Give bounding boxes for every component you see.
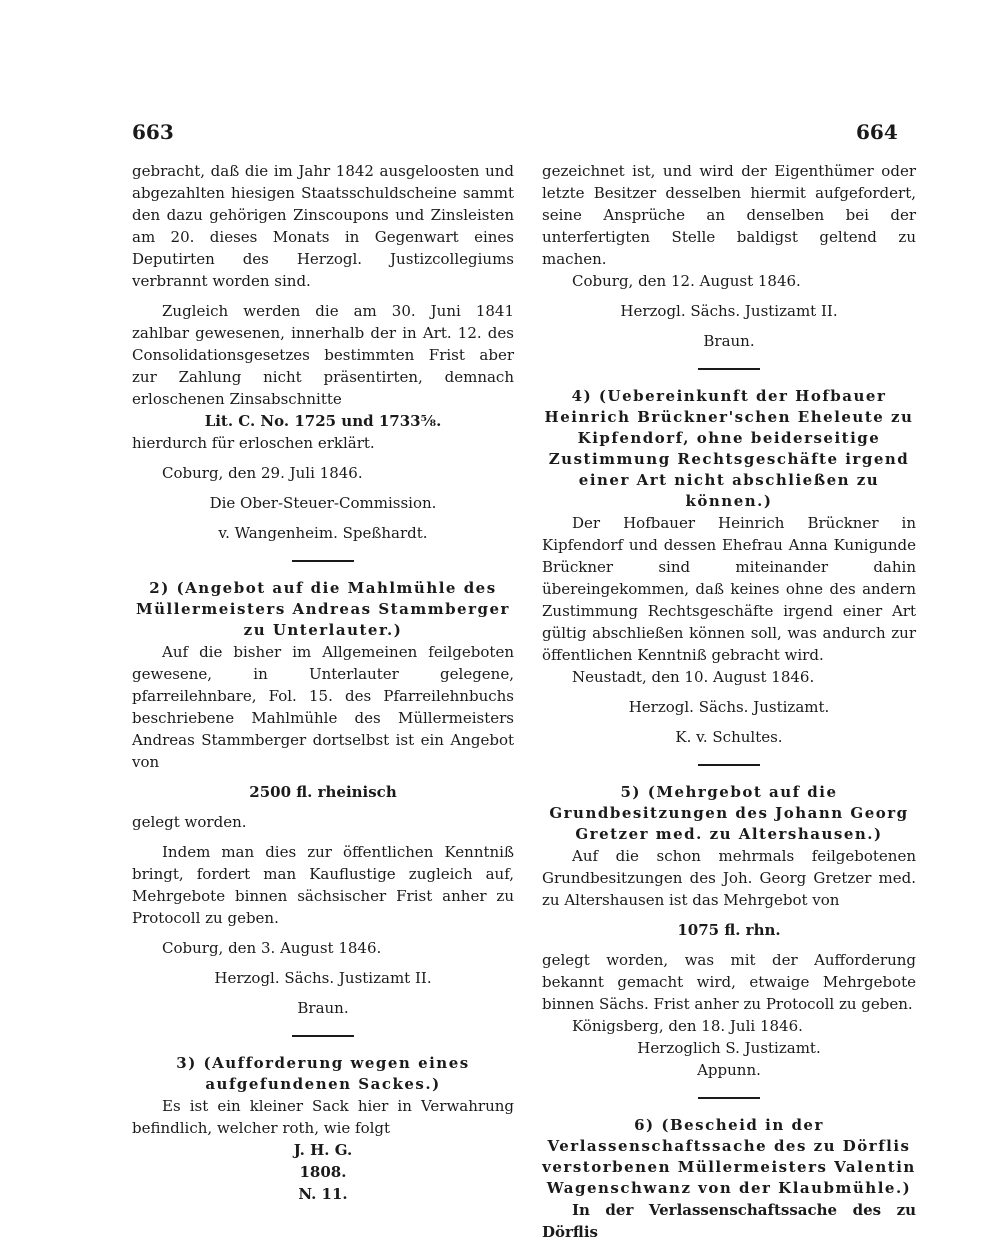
section-heading: 6) (Bescheid in der Verlassenschaftssache des zu Dörflis verstorbenen Müllermeisters Valentin Wagenschwanz von der Klaubmühle.) [542, 1116, 916, 1197]
paragraph: Der Hofbauer Heinrich Brückner in Kipfendorf und dessen Ehefrau Anna Kunigunde Brückner sind miteinander dahin übereingekommen, daß keines ohne des andern Zustimmung Rechtsgeschäfte irgend einer Art gültig abschließen können soll, was andurch zur öffentlichen Kenntniß gebracht wird. [542, 514, 916, 664]
signatory: Appunn. [697, 1061, 761, 1079]
section-heading: 2) (Angebot auf die Mahlmühle des Müllermeisters Andreas Stammberger zu Unterlauter.) [136, 579, 510, 639]
paragraph: Auf die schon mehrmals feilgebotenen Grundbesitzungen des Joh. Georg Gretzer med. zu Altershausen ist das Mehrgebot von [542, 847, 916, 909]
intro-paragraph: gezeichnet ist, und wird der Eigenthümer oder letzte Besitzer desselben hiermit aufgefordert, seine Ansprüche an denselben bei der unterfertigten Stelle baldigst geltend zu machen. [542, 162, 916, 268]
paragraph: Indem man dies zur öffentlichen Kenntniß bringt, fordert man Kauflustige zugleich auf, Mehrgebote binnen sächsischer Frist anher zu Protocoll zu geben. [132, 843, 514, 927]
section-heading: 4) (Uebereinkunft der Hofbauer Heinrich Brückner'schen Eheleute zu Kipfendorf, ohne beiderseitige Zustimmung Rechtsgeschäfte irgend einer Art nicht abschließen zu können.) [544, 387, 914, 510]
lit-reference: Lit. C. No. 1725 und 1733⅝. [204, 412, 442, 430]
date-line: Coburg, den 3. August 1846. [162, 939, 382, 957]
bid-amount: 1075 fl. rhn. [677, 921, 781, 939]
paragraph: Zugleich werden die am 30. Juni 1841 zahlbar gewesenen, innerhalb der in Art. 12. des Consolidationsgesetzes bestimmten Frist aber zur Zahlung nicht präsentirten, demnach erloschenen Zinsabschnitte [132, 302, 514, 408]
page-number-right: 664 [856, 120, 898, 144]
sack-marking: 1808. [299, 1163, 347, 1181]
right-column [542, 160, 916, 1243]
section-heading: 3) (Aufforderung wegen eines aufgefundenen Sackes.) [176, 1054, 470, 1093]
paragraph: gelegt worden, was mit der Aufforderung bekannt gemacht wird, etwaige Mehrgebote binnen Sächs. Frist anher zu Protocoll zu geben. [542, 951, 916, 1013]
signatory: Braun. [703, 332, 755, 350]
date-line: Königsberg, den 18. Juli 1846. [572, 1017, 803, 1035]
paragraph: In der Verlassenschaftssache des zu Dörflis [542, 1201, 916, 1241]
paragraph: Es ist ein kleiner Sack hier in Verwahrung befindlich, welcher roth, wie folgt [132, 1097, 514, 1137]
authority: Herzogl. Sächs. Justizamt II. [620, 302, 838, 320]
date-line: Coburg, den 12. August 1846. [572, 272, 801, 290]
authority: Herzogl. Sächs. Justizamt. [628, 698, 830, 716]
section-divider [292, 1035, 354, 1037]
sack-marking: N. 11. [298, 1185, 348, 1203]
authority: Die Ober-Steuer-Commission. [209, 494, 437, 512]
signatory: Braun. [297, 999, 349, 1017]
date-line: Neustadt, den 10. August 1846. [572, 668, 815, 686]
authority: Herzoglich S. Justizamt. [637, 1039, 821, 1057]
section-divider [698, 764, 760, 766]
signatory: K. v. Schultes. [675, 728, 783, 746]
authority: Herzogl. Sächs. Justizamt II. [214, 969, 432, 987]
section-divider [698, 368, 760, 370]
paragraph: Auf die bisher im Allgemeinen feilgeboten gewesene, in Unterlauter gelegene, pfarreilehnbare, Fol. 15. des Pfarreilehnbuchs beschriebene Mahlmühle des Müllermeisters Andreas Stammberger dortselbst ist ein Angebot von [132, 643, 514, 771]
signatories: v. Wangenheim. Speßhardt. [218, 524, 428, 542]
page-number-left: 663 [132, 120, 174, 144]
left-column [132, 160, 514, 1205]
intro-paragraph: gebracht, daß die im Jahr 1842 ausgeloosten und abgezahlten hiesigen Staatsschuldscheine sammt den dazu gehörigen Zinscoupons und Zinsleisten am 20. dieses Monats in Gegenwart eines Deputirten des Herzogl. Justizcollegiums verbrannt worden sind. [132, 162, 514, 290]
sack-marking: J. H. G. [293, 1141, 353, 1159]
bid-amount: 2500 fl. rheinisch [249, 783, 397, 801]
paragraph: gelegt worden. [132, 813, 247, 831]
date-line: Coburg, den 29. Juli 1846. [162, 464, 363, 482]
paragraph: hierdurch für erloschen erklärt. [132, 434, 375, 452]
section-divider [698, 1097, 760, 1099]
section-divider [292, 560, 354, 562]
section-heading: 5) (Mehrgebot auf die Grundbesitzungen des Johann Georg Gretzer med. zu Altershausen.) [549, 783, 909, 843]
